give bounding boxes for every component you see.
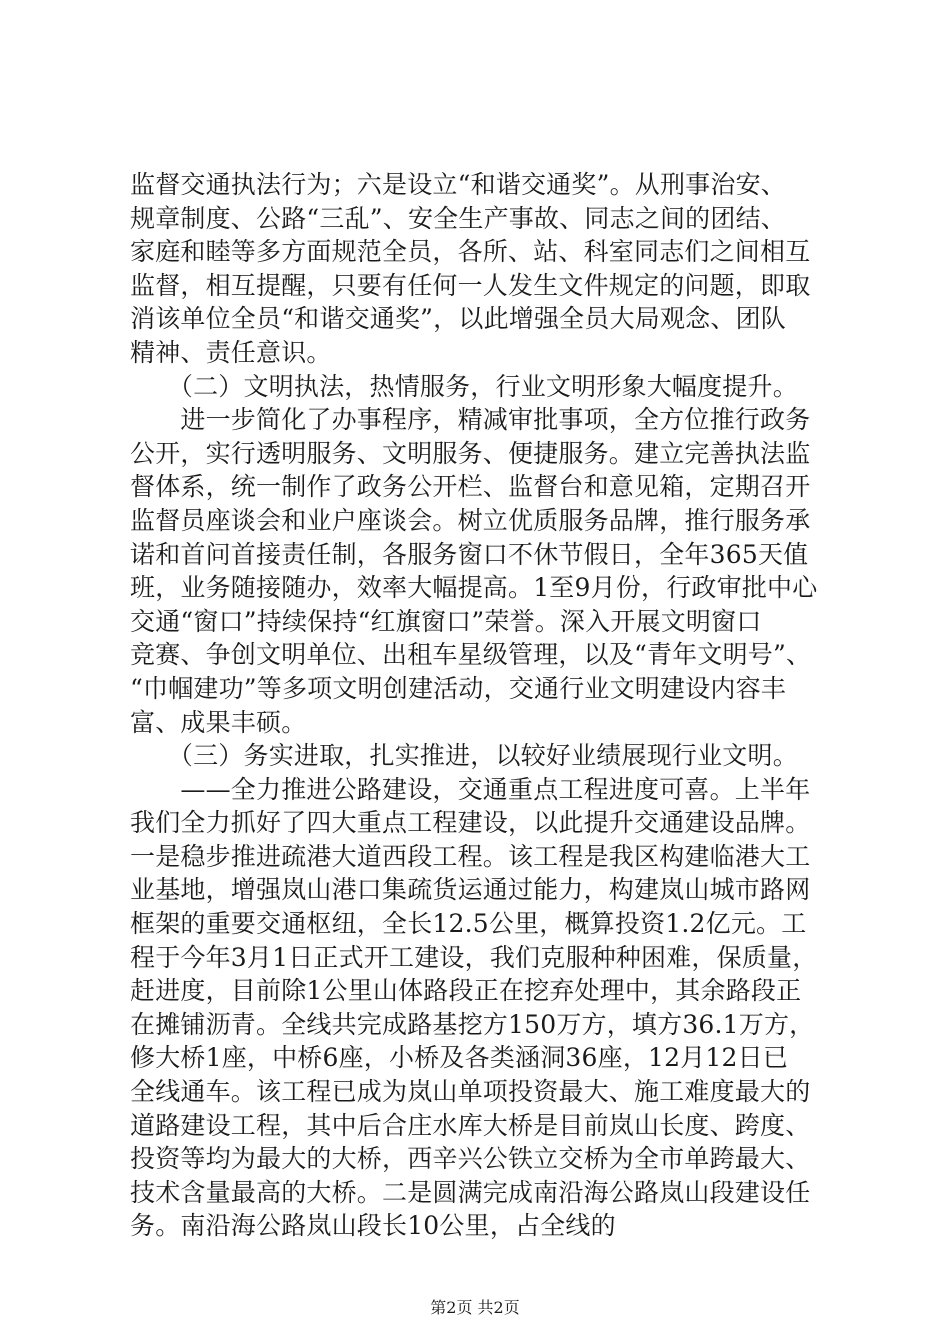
text-line: 监督员座谈会和业户座谈会。树立优质服务品牌，推行服务承 [130,505,811,535]
section-heading: （二）文明执法，热情服务，行业文明形象大幅度提升。 [130,371,798,401]
text-line: 赶进度，目前除1公里山体路段正在挖弃处理中，其余路段正 [130,976,802,1006]
text-line: 规章制度、公路“三乱”、安全生产事故、同志之间的团结、 [130,203,786,233]
text-line: 督体系，统一制作了政务公开栏、监督台和意见箱，定期召开 [130,472,811,502]
text-line: 家庭和睦等多方面规范全员，各所、站、科室同志们之间相互 [130,237,811,267]
text-line: 投资等均为最大的大桥，西辛兴公铁立交桥为全市单跨最大、 [130,1144,811,1174]
text-line: 精神、责任意识。 [130,337,332,367]
text-line: 监督交通执法行为；六是设立“和谐交通奖”。从刑事治安、 [130,170,786,199]
text-line: 公开，实行透明服务、文明服务、便捷服务。建立完善执法监 [130,438,811,468]
text-line: 全线通车。该工程已成为岚山单项投资最大、施工难度最大的 [130,1077,811,1107]
text-line: 消该单位全员“和谐交通奖”，以此增强全员大局观念、团队 [130,304,786,334]
text-line: 技术含量最高的大桥。二是圆满完成南沿海公路岚山段建设任 [130,1177,811,1207]
text-line: 在摊铺沥青。全线共完成路基挖方150万方，填方36.1万方， [130,1009,815,1039]
text-line: 程于今年3月1日正式开工建设，我们克服种种困难，保质量， [130,942,818,972]
text-line: 框架的重要交通枢纽，全长12.5公里，概算投资1.2亿元。工 [130,909,807,939]
section-heading: （三）务实进取，扎实推进，以较好业绩展现行业文明。 [130,741,798,771]
document-body [130,168,830,1243]
text-line: “巾帼建功”等多项文明创建活动，交通行业文明建设内容丰 [130,673,786,703]
text-line: 进一步简化了办事程序，精减审批事项，全方位推行政务 [130,405,811,435]
text-line: 监督，相互提醒，只要有任何一人发生文件规定的问题，即取 [130,270,811,300]
text-line: 务。南沿海公路岚山段长10公里，占全线的 [130,1211,616,1241]
text-line: 我们全力抓好了四大重点工程建设，以此提升交通建设品牌。 [130,808,811,838]
text-line: 业基地，增强岚山港口集疏货运通过能力，构建岚山城市路网 [130,875,811,905]
text-line: 修大桥1座，中桥6座，小桥及各类涵洞36座，12月12日已 [130,1043,789,1073]
text-line: 富、成果丰硕。 [130,707,307,737]
text-line: ——全力推进公路建设，交通重点工程进度可喜。上半年 [130,774,811,804]
text-line: 班，业务随接随办，效率大幅提高。1至9月份，行政审批中心 [130,573,818,603]
text-line: 道路建设工程，其中后合庄水库大桥是目前岚山长度、跨度、 [130,1110,811,1140]
text-line: 一是稳步推进疏港大道西段工程。该工程是我区构建临港大工 [130,841,811,871]
text-line: 交通“窗口”持续保持“红旗窗口”荣誉。深入开展文明窗口 [130,606,762,636]
page-number-footer: 第2页 共2页 [430,1298,520,1317]
text-line: 诺和首问首接责任制，各服务窗口不休节假日，全年365天值 [130,539,809,569]
text-line: 竞赛、争创文明单位、出租车星级管理，以及“青年文明号”、 [130,640,812,670]
